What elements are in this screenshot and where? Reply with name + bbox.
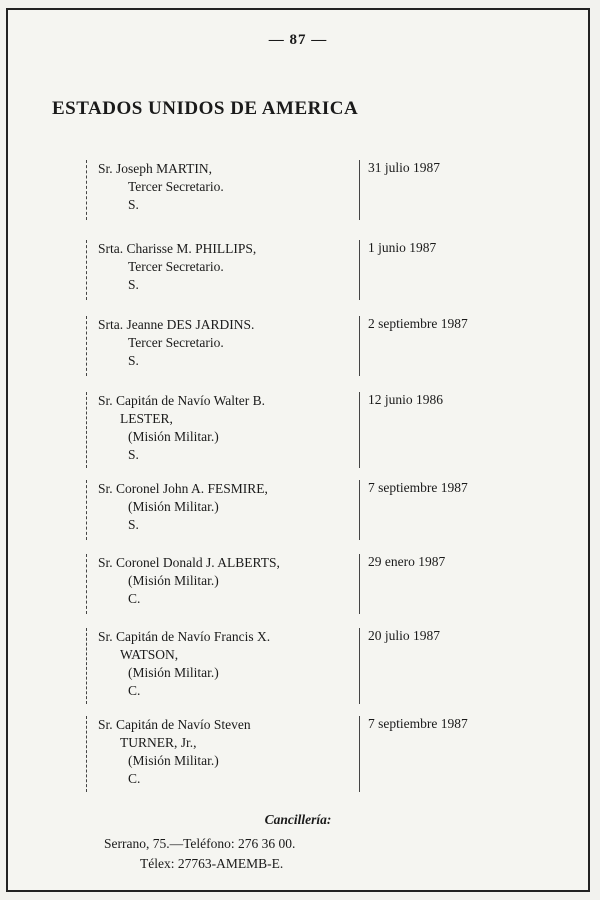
- person-code: C.: [128, 591, 141, 606]
- column-rule: [359, 240, 360, 300]
- person-name-continued: LESTER,: [120, 411, 173, 426]
- person-title: Tercer Secretario.: [128, 179, 224, 194]
- chancery-heading: Cancillería:: [264, 812, 332, 827]
- arrival-date: 7 septiembre 1987: [368, 716, 468, 731]
- person-name: Srta. Jeanne DES JARDINS.: [98, 317, 255, 332]
- column-rule: [359, 628, 360, 704]
- arrival-date: 2 septiembre 1987: [368, 316, 468, 331]
- person-entry: [98, 480, 353, 534]
- dashed-rule: [86, 716, 87, 792]
- column-rule: [359, 392, 360, 468]
- person-name: Sr. Capitán de Navío Walter B.: [98, 393, 266, 408]
- person-entry: [98, 392, 353, 464]
- chancery-telex: Télex: 27763-AMEMB-E.: [140, 856, 284, 871]
- column-rule: [359, 480, 360, 540]
- dashed-rule: [86, 480, 87, 540]
- person-entry: [98, 240, 353, 294]
- dashed-rule: [86, 240, 87, 300]
- person-title: (Misión Militar.): [128, 499, 219, 514]
- person-entry: [98, 554, 353, 608]
- column-rule: [359, 316, 360, 376]
- person-code: S.: [128, 197, 139, 212]
- person-title: (Misión Militar.): [128, 573, 219, 588]
- column-rule: [359, 554, 360, 614]
- arrival-date: 1 junio 1987: [368, 240, 437, 255]
- person-name: Sr. Capitán de Navío Steven: [98, 717, 251, 732]
- column-rule: [359, 160, 360, 220]
- person-name-continued: TURNER, Jr.,: [120, 735, 197, 750]
- arrival-date: 7 septiembre 1987: [368, 480, 468, 495]
- person-name: Srta. Charisse M. PHILLIPS,: [98, 241, 257, 256]
- person-title: (Misión Militar.): [128, 753, 219, 768]
- document-page: [6, 8, 590, 892]
- dashed-rule: [86, 316, 87, 376]
- person-title: Tercer Secretario.: [128, 259, 224, 274]
- person-code: S.: [128, 353, 139, 368]
- person-entry: [98, 716, 353, 788]
- chancery-address: Serrano, 75.—Teléfono: 276 36 00.: [104, 836, 296, 851]
- dashed-rule: [86, 392, 87, 468]
- arrival-date: 12 junio 1986: [368, 392, 444, 407]
- person-code: S.: [128, 517, 139, 532]
- column-rule: [359, 716, 360, 792]
- person-title: (Misión Militar.): [128, 429, 219, 444]
- person-title: Tercer Secretario.: [128, 335, 224, 350]
- person-name: Sr. Coronel Donald J. ALBERTS,: [98, 555, 280, 570]
- person-name: Sr. Coronel John A. FESMIRE,: [98, 481, 268, 496]
- person-title: (Misión Militar.): [128, 665, 219, 680]
- person-name-continued: WATSON,: [120, 647, 179, 662]
- arrival-date: 20 julio 1987: [368, 628, 441, 643]
- person-name: Sr. Joseph MARTIN,: [98, 161, 212, 176]
- arrival-date: 31 julio 1987: [368, 160, 441, 175]
- person-code: C.: [128, 771, 141, 786]
- person-entry: [98, 160, 353, 214]
- country-title: ESTADOS UNIDOS DE AMERICA: [52, 98, 359, 119]
- person-entry: [98, 316, 353, 370]
- person-code: S.: [128, 447, 139, 462]
- chancery-info: [8, 810, 588, 871]
- person-code: S.: [128, 277, 139, 292]
- dashed-rule: [86, 160, 87, 220]
- dashed-rule: [86, 628, 87, 704]
- person-entry: [98, 628, 353, 700]
- person-code: C.: [128, 683, 141, 698]
- page-number: — 87 —: [268, 32, 328, 48]
- arrival-date: 29 enero 1987: [368, 554, 446, 569]
- dashed-rule: [86, 554, 87, 614]
- person-name: Sr. Capitán de Navío Francis X.: [98, 629, 271, 644]
